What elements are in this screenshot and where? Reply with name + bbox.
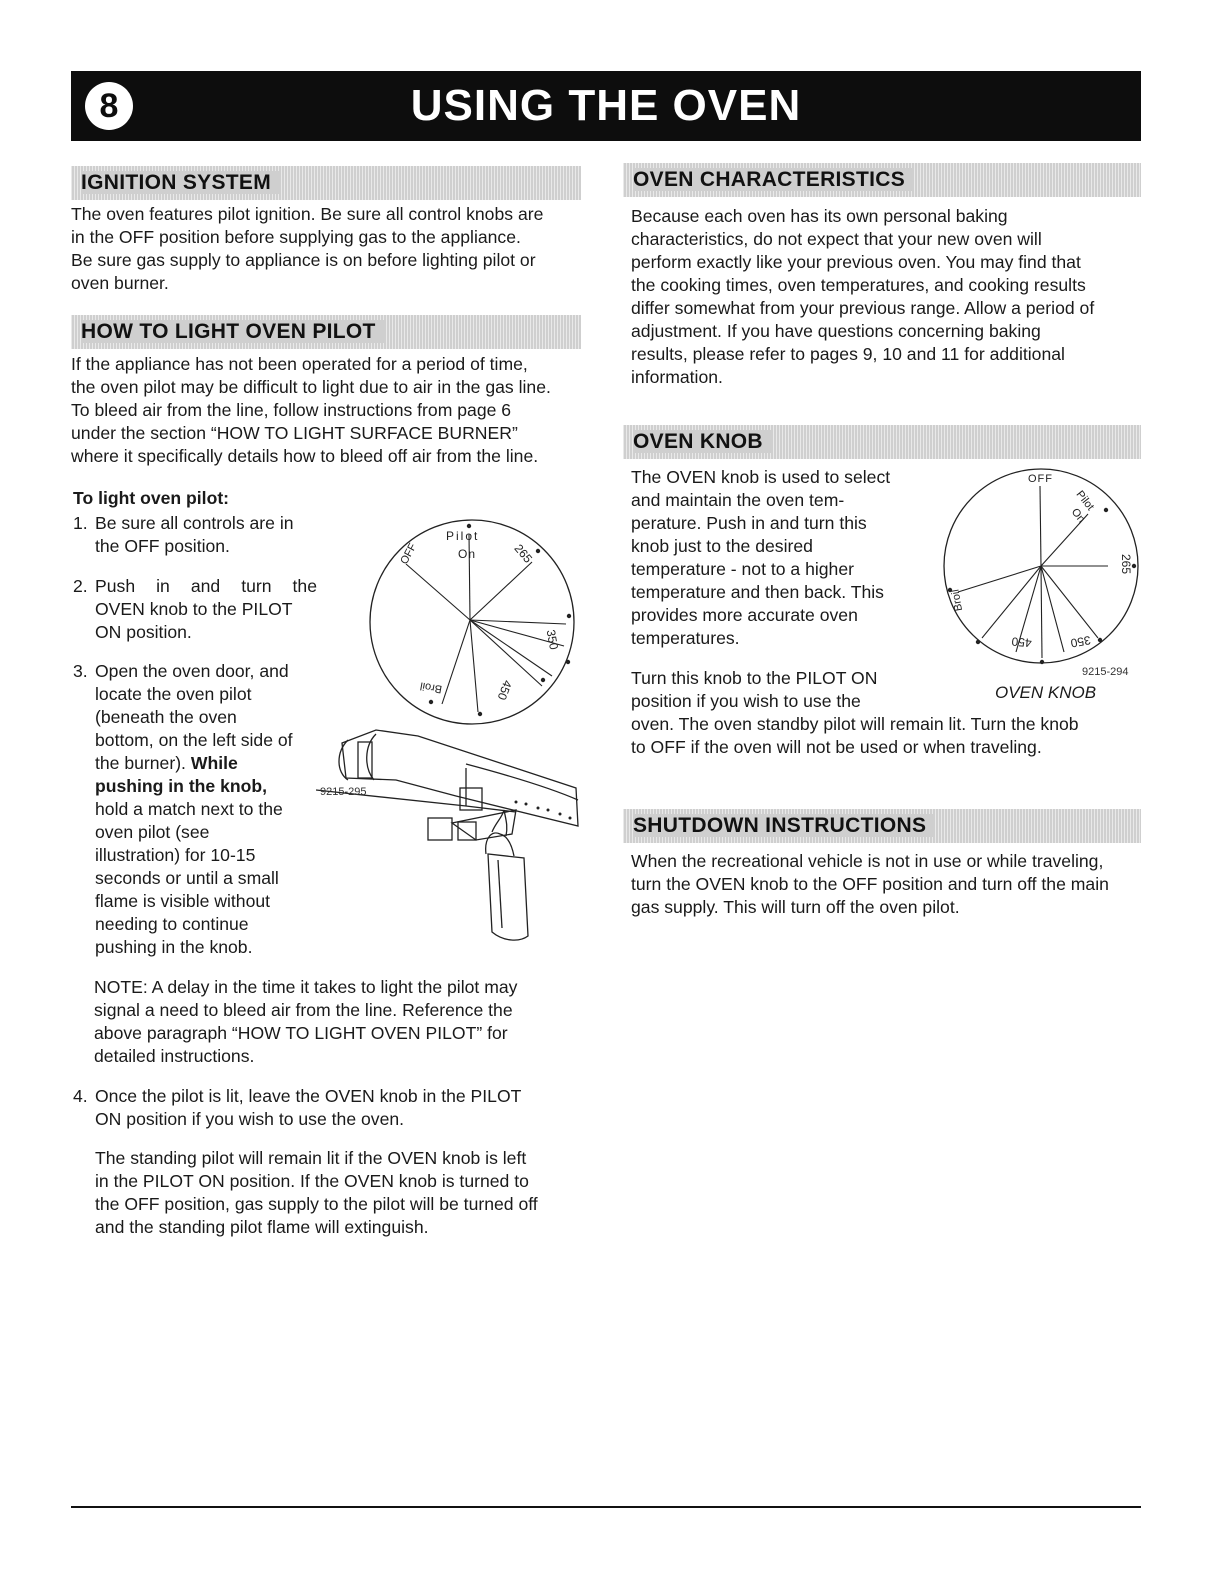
shutdown-instructions-text: When the recreational vehicle is not in use or while traveling, turn the OVEN knob to the OFF position and turn off the main gas supply. This will turn off the oven pilot. <box>631 851 1109 917</box>
oven-characteristics-text: Because each oven has its own personal baking characteristics, do not expect that your new oven will perform exactly like your previous oven. You may find that the cooking times, oven temperatures, and cooking results differ somewhat from your previous range. Allow a period of adjustment. If you have questions concerning baking results, please refer to pages 9, 10 and 11 for additional information. <box>631 206 1095 387</box>
section-banner <box>71 71 1141 141</box>
footer-rule <box>71 1506 1141 1508</box>
light-oven-pilot-heading: HOW TO LIGHT OVEN PILOT <box>71 315 581 349</box>
dial1-label-pilot: Pilot <box>446 529 480 543</box>
oven-knob-figure-code: 9215-294 <box>1082 666 1129 678</box>
dial1-label-off: OFF <box>398 541 420 567</box>
shutdown-instructions-heading: SHUTDOWN INSTRUCTIONS <box>623 809 1141 843</box>
dial2-label-broil: Broil <box>949 588 966 613</box>
dial2-label-on: On <box>1068 506 1088 526</box>
burner-figure-code: 9215-295 <box>320 786 367 798</box>
light-oven-pilot-text: If the appliance has not been operated for a period of time, the oven pilot may be difficult to light due to air in the gas line. To bleed air from the line, follow instructions from page 6 under the section “HOW TO LIGHT SURFACE BURNER” where it specifically details how to bleed off air from the line. <box>71 354 551 466</box>
dial1-label-265: 265 <box>511 541 536 566</box>
to-light-oven-pilot-subheading: To light oven pilot: <box>73 488 230 508</box>
ignition-system-text: The oven features pilot ignition. Be sure all control knobs are in the OFF position before supplying gas to the appliance. Be sure gas supply to appliance is on before lighting pilot or oven burner. <box>71 204 544 293</box>
oven-knob-text-2: Turn this knob to the PILOT ON position if you wish to use the <box>631 668 878 711</box>
pilot-knob-dial-illustration <box>366 516 578 728</box>
page-title: USING THE OVEN <box>410 81 802 130</box>
note-text: NOTE: A delay in the time it takes to light the pilot may signal a need to bleed air from the line. Reference the above paragraph “HOW TO LIGHT OVEN PILOT” for detailed instructions. <box>94 977 518 1066</box>
dial1-label-on: On <box>458 547 477 561</box>
dial1-label-450: 450 <box>494 678 515 702</box>
oven-pilot-burner-illustration <box>316 728 586 948</box>
oven-knob-text: The OVEN knob is used to select and maintain the oven tem- perature. Push in and turn this knob just to the desired temperature - not to a higher temperature and then back. This provides more accurate oven temperatures. <box>631 467 891 648</box>
oven-characteristics-heading: OVEN CHARACTERISTICS <box>623 163 1141 197</box>
dial2-label-265: 265 <box>1119 554 1133 575</box>
dial2-label-off: OFF <box>1028 473 1053 485</box>
standing-pilot-text: The standing pilot will remain lit if the OVEN knob is left in the PILOT ON position. If the OVEN knob is turned to the OFF position, gas supply to the pilot will be turned off and the standing pilot flame will extinguish. <box>95 1148 538 1237</box>
ignition-system-heading: IGNITION SYSTEM <box>71 166 581 200</box>
section-number-badge: 8 <box>85 82 133 130</box>
dial1-label-broil: Broil <box>419 679 444 696</box>
oven-knob-heading: OVEN KNOB <box>623 425 1141 459</box>
oven-knob-text-3: oven. The oven standby pilot will remain lit. Turn the knob to OFF if the oven will not be used or when traveling. <box>631 714 1079 757</box>
dial2-label-450: 450 <box>1011 634 1033 651</box>
oven-knob-dial-illustration <box>938 466 1144 666</box>
dial1-label-350: 350 <box>543 628 561 651</box>
dial2-label-350: 350 <box>1069 632 1092 651</box>
dial2-label-pilot: Pilot <box>1073 488 1097 513</box>
oven-knob-figure-caption: OVEN KNOB <box>995 683 1097 702</box>
